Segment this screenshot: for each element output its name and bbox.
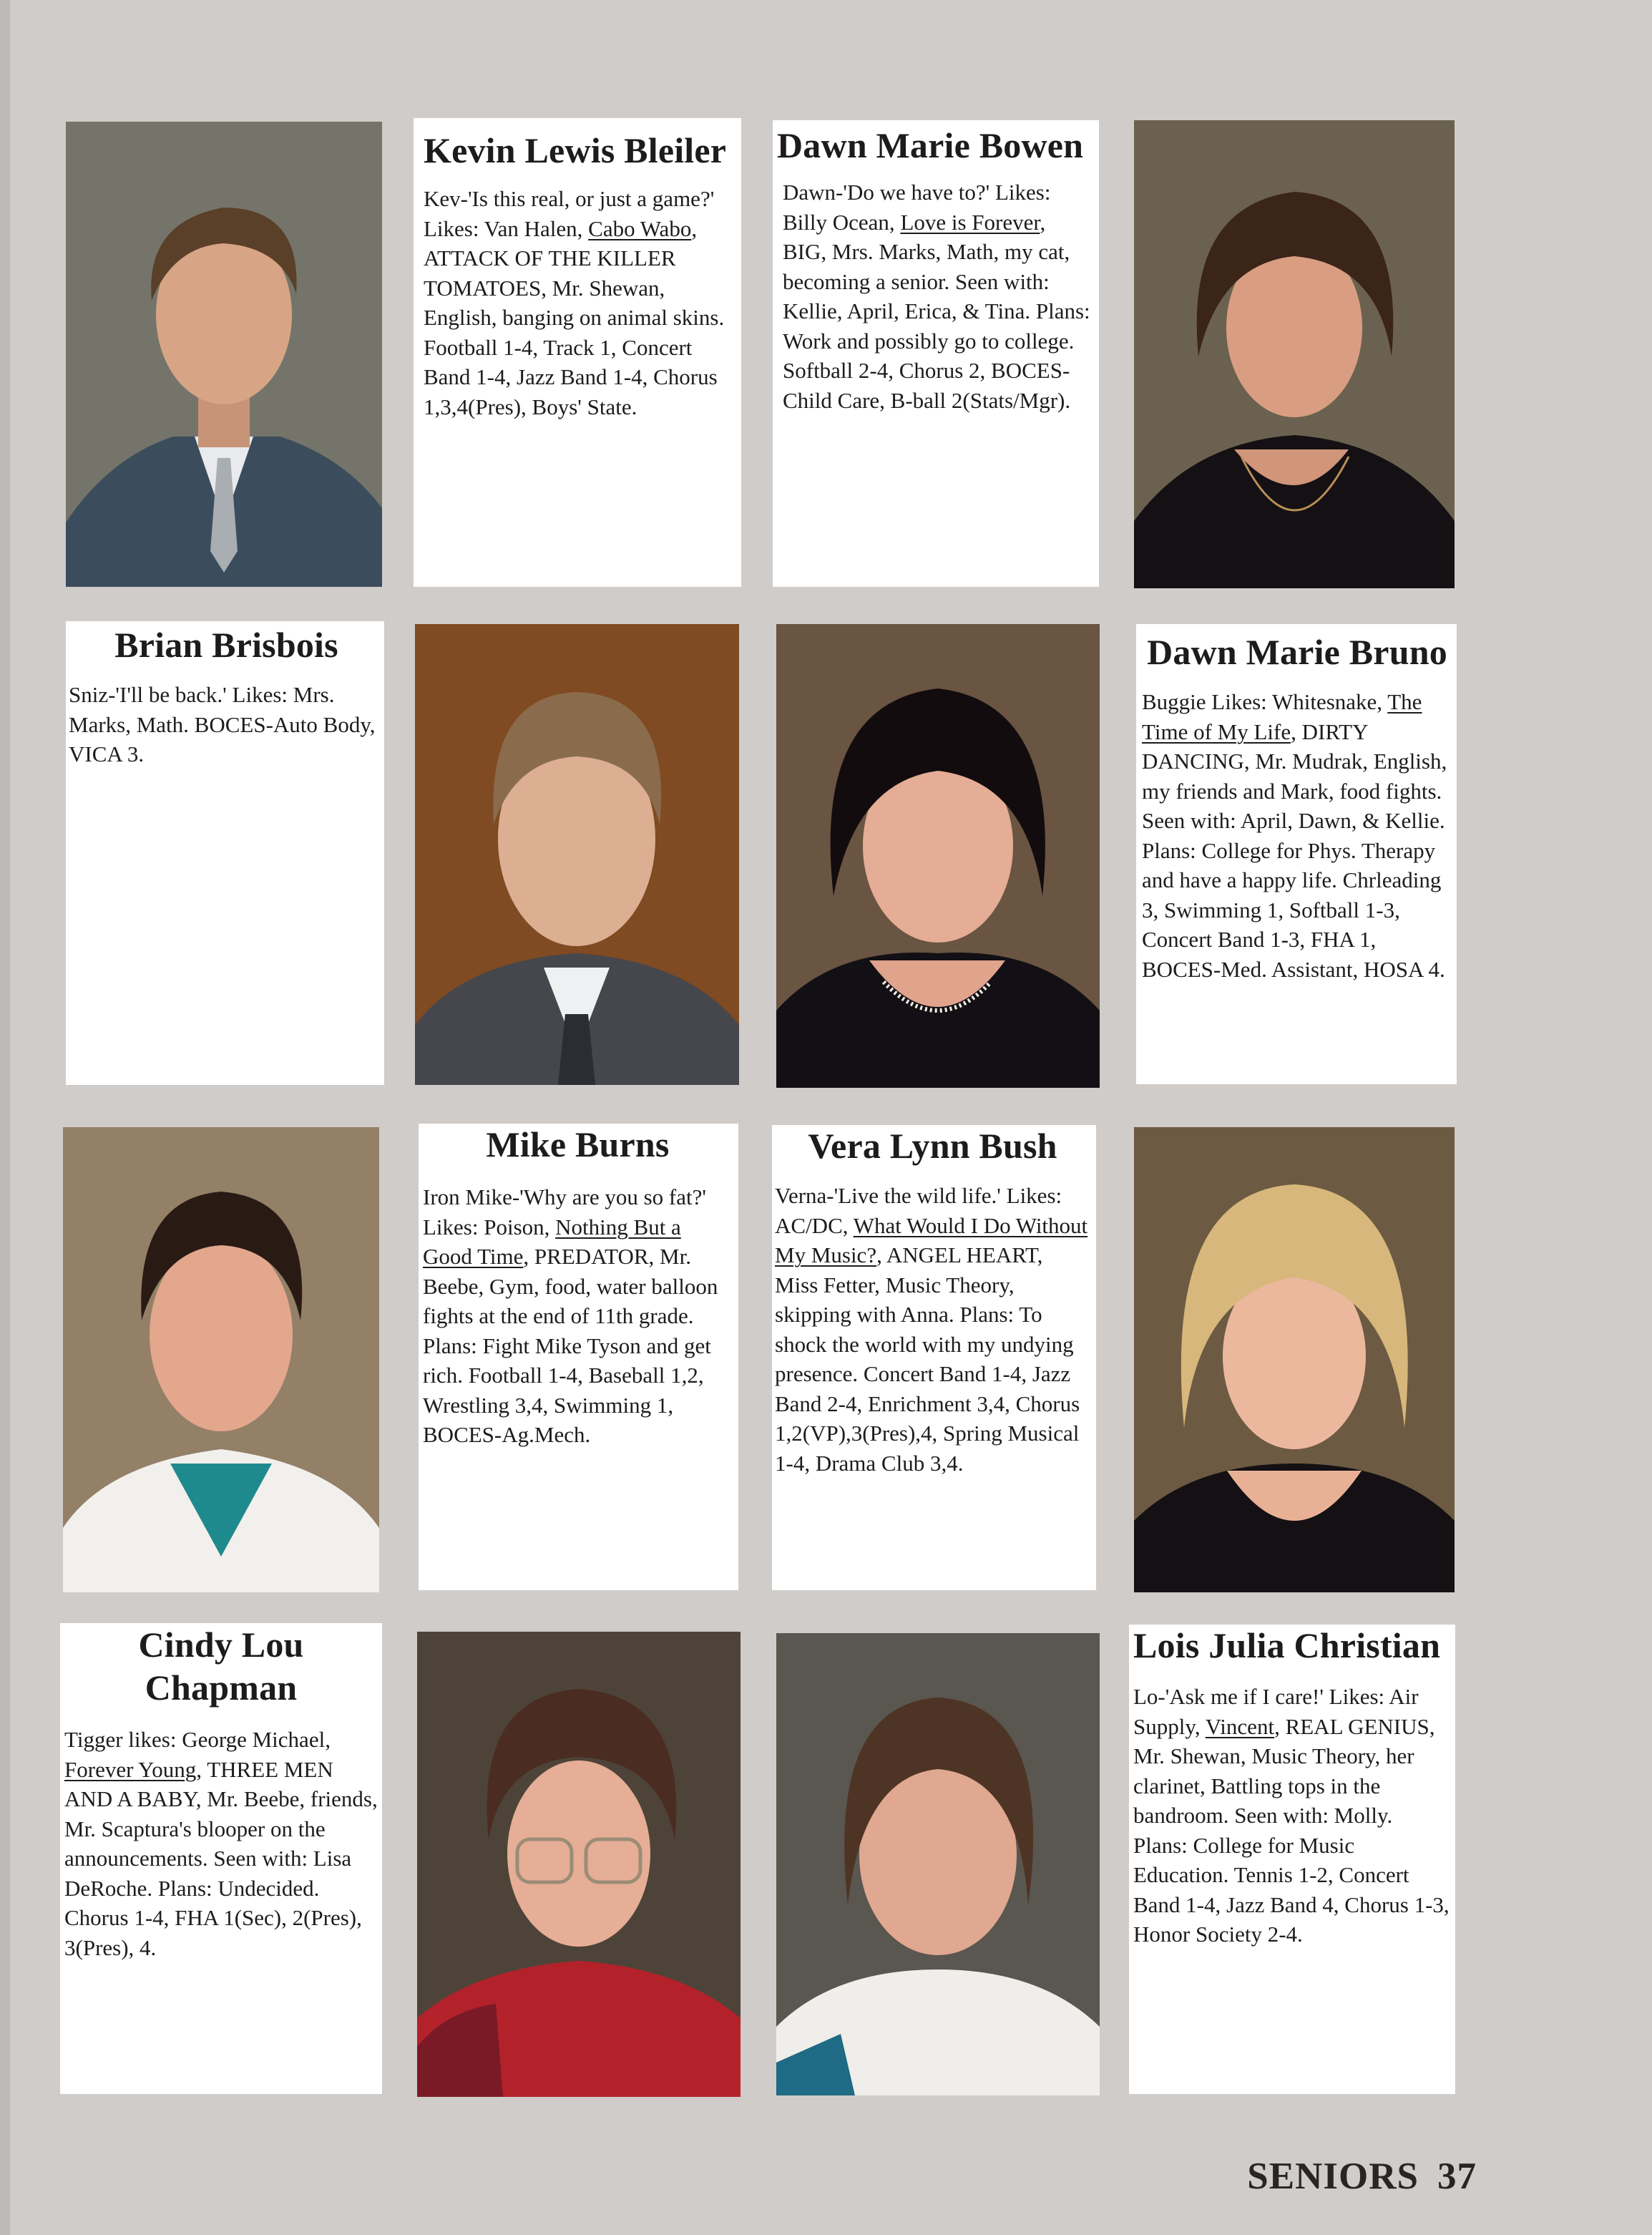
page-number: 37 [1437, 2156, 1477, 2197]
senior-card-chapman [60, 1623, 382, 2094]
favorite-title: Cabo Wabo [588, 215, 692, 241]
senior-card-bush [772, 1125, 1096, 1590]
portrait-photo-burns [63, 1127, 379, 1592]
senior-bio [64, 1725, 378, 1962]
portrait-photo-christian [776, 1633, 1100, 2095]
bio-text: , ANGEL HEART, Miss Fetter, Music Theory, skipping with Anna. Plans: To shock the world with my undying presence. Concert Band 1-4, Jazz Band 2-4, Enrichment 3,4, Chorus 1,2(VP),3(Pres),4, Spring Musical 1-4, Drama Club 3,4. [775, 1242, 1080, 1476]
senior-name: Dawn Marie Bowen [777, 125, 1084, 165]
senior-bio [69, 680, 384, 769]
senior-bio [775, 1181, 1090, 1478]
favorite-title: What Would I Do Without My Music? [775, 1212, 1088, 1267]
senior-bio [424, 184, 734, 422]
section-label: SENIORS [1247, 2156, 1419, 2197]
favorite-title: Nothing But a Good Time [423, 1214, 681, 1269]
bio-text: Kev-'Is this real, or just a game?' Likes: Van Halen, [424, 186, 715, 241]
bio-text: Buggie Likes: Whitesnake, [1142, 689, 1388, 714]
bio-text: , DIRTY DANCING, Mr. Mudrak, English, my friends and Mark, food fights. Seen with: April, Dawn, & Kellie. Plans: College for Phys. Therapy and have a happy life. Chrleading 3, Swimming 1, Softball 1-3, Concert Band 1-3, FHA 1, BOCES-Med. Assistant, HOSA 4. [1142, 719, 1447, 982]
senior-name: Cindy Lou Chapman [138, 1625, 304, 1708]
page-binding-edge [0, 0, 10, 2235]
senior-bio [1133, 1682, 1451, 1949]
bio-text: Iron Mike-'Why are you so fat?' Likes: Poison, [423, 1184, 706, 1240]
portrait-photo-brisbois [415, 624, 739, 1085]
bio-text: Lo-'Ask me if I care!' Likes: Air Supply, [1133, 1684, 1419, 1739]
portrait-photo-bowen [1134, 120, 1455, 588]
bio-text: Sniz-'I'll be back.' Likes: Mrs. Marks, Math. BOCES-Auto Body, VICA 3. [69, 682, 376, 766]
portrait-photo-bush [1134, 1127, 1455, 1592]
bio-text: , THREE MEN AND A BABY, Mr. Beebe, friends, Mr. Scaptura's blooper on the announcements. Seen with: Lisa DeRoche. Plans: Undecided. Chorus 1-4, FHA 1(Sec), 2(Pres), 3(Pres), 4. [64, 1756, 378, 1960]
bio-text: , ATTACK OF THE KILLER TOMATOES, Mr. Shewan, English, banging on animal skins. Football 1-4, Track 1, Concert Band 1-4, Jazz Band 1-4, Chorus 1,3,4(Pres), Boys' State. [424, 215, 725, 419]
senior-name: Lois Julia Christian [1133, 1625, 1441, 1665]
favorite-title: Forever Young [64, 1756, 197, 1782]
senior-bio [423, 1182, 733, 1450]
senior-card-burns [419, 1124, 738, 1590]
senior-name: Kevin Lewis Bleiler [424, 130, 727, 170]
senior-name: Dawn Marie Bruno [1147, 632, 1447, 672]
senior-card-bowen [773, 120, 1099, 587]
favorite-title: Love is Forever [900, 209, 1040, 235]
portrait-photo-bruno [776, 624, 1100, 1088]
bio-text: , PREDATOR, Mr. Beebe, Gym, food, water balloon fights at the end of 11th grade. Plans: Fight Mike Tyson and get rich. Football 1-4, Baseball 1,2, Wrestling 3,4, Swimming 1, BOCES-Ag.Mech. [423, 1244, 718, 1447]
senior-card-brisbois [66, 621, 384, 1085]
senior-card-bleiler [414, 118, 741, 587]
bio-text: , REAL GENIUS, Mr. Shewan, Music Theory, her clarinet, Battling tops in the bandroom. Seen with: Molly. Plans: College for Music Education. Tennis 1-2, Concert Band 1-4, Jazz Band 4, Chorus 1-3, Honor Society 2-4. [1133, 1713, 1450, 1947]
favorite-title: The Time of My Life [1142, 689, 1422, 744]
favorite-title: Vincent [1205, 1713, 1275, 1739]
bio-text: Tigger likes: George Michael, [64, 1727, 331, 1752]
portrait-photo-bleiler [66, 122, 382, 587]
senior-bio [777, 177, 1090, 415]
senior-name: Mike Burns [486, 1124, 670, 1164]
portrait-photo-chapman [417, 1632, 741, 2097]
bio-text: Verna-'Live the wild life.' Likes: AC/DC, [775, 1183, 1062, 1238]
senior-name: Vera Lynn Bush [808, 1126, 1057, 1166]
senior-card-christian [1129, 1625, 1455, 2094]
senior-bio [1142, 687, 1452, 984]
page-footer [1247, 2155, 1477, 2198]
bio-text: Dawn-'Do we have to?' Likes: Billy Ocean, [783, 180, 1051, 235]
senior-card-bruno [1136, 624, 1457, 1084]
senior-name: Brian Brisbois [114, 625, 338, 665]
bio-text: , BIG, Mrs. Marks, Math, my cat, becoming a senior. Seen with: Kellie, April, Erica, & Tina. Plans: Work and possibly go to college. Softball 2-4, Chorus 2, BOCES-Child Care, B-ball 2(Stats/Mgr). [783, 209, 1090, 413]
